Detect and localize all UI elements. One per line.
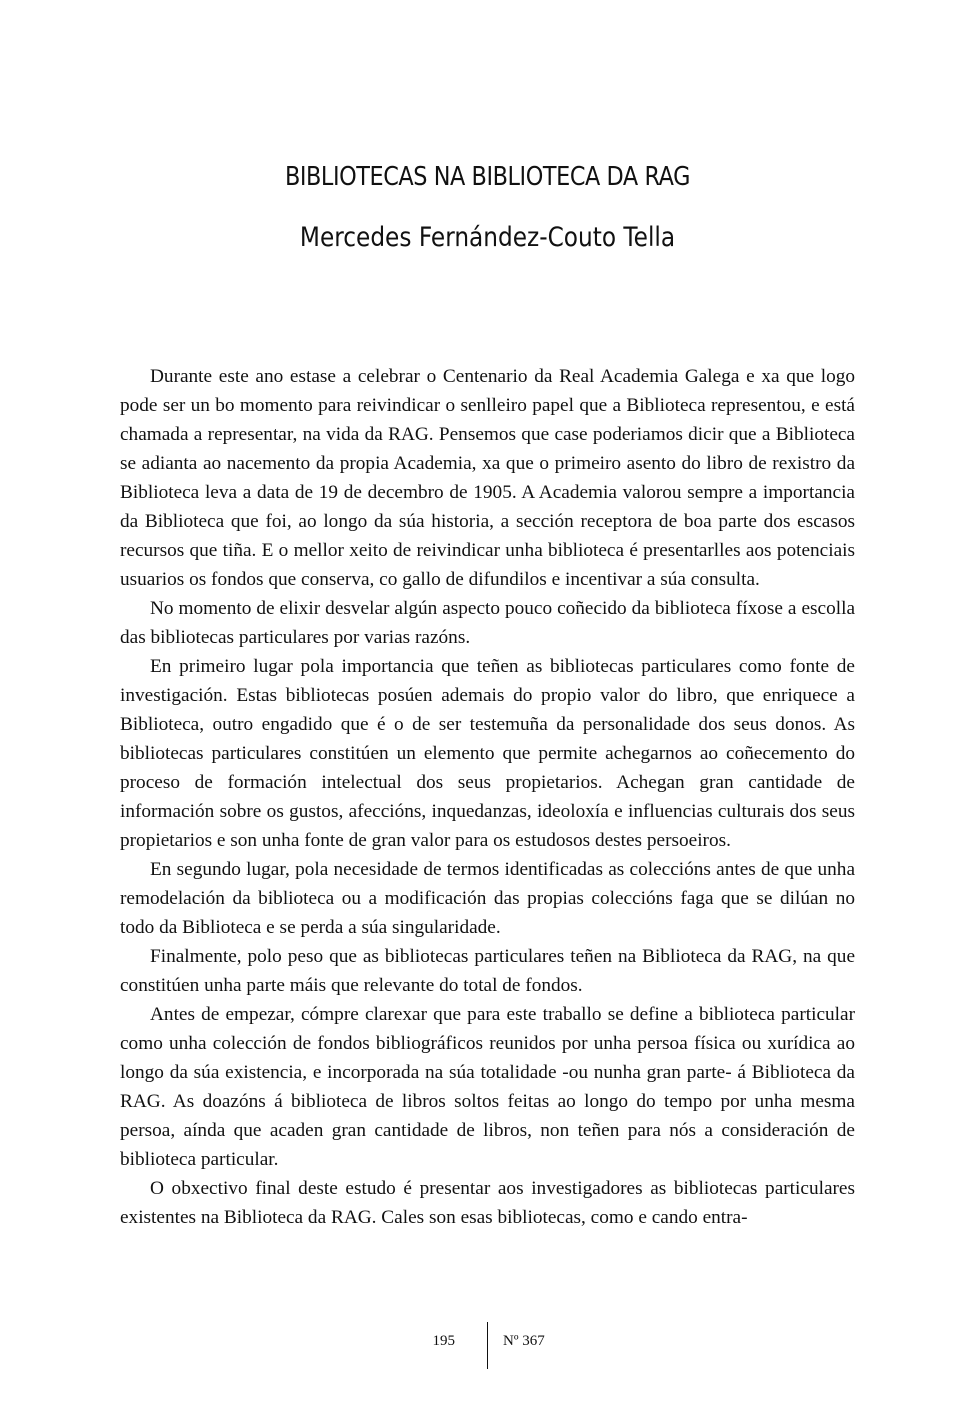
article-body <box>120 362 855 1232</box>
article-author: Mercedes Fernández-Couto Tella <box>299 222 676 253</box>
page-number: 195 <box>432 1333 455 1349</box>
paragraph: En segundo lugar, pola necesidade de termos identificadas as coleccións antes de que unha remodelación da biblioteca ou a modificación das propias coleccións faga que se dilúan no todo da Biblioteca e se perda a súa singularidade. <box>120 859 855 938</box>
paragraph: Antes de empezar, cómpre clarexar que para este traballo se define a biblioteca particular como unha colección de fondos bibliográficos reunidos por unha persoa física ou xurídica ao longo da súa existencia, e incorporada na súa totalidade -ou nunha gran parte- á Biblioteca da RAG. As doazóns á biblioteca de libros soltos feitas ao longo do tempo por unha mesma persoa, aínda que acaden gran cantidade de libros, non teñen para nós a consideración de biblioteca particular. <box>120 1004 855 1170</box>
paragraph: O obxectivo final deste estudo é presentar aos investigadores as bibliotecas particulares existentes na Biblioteca da RAG. Cales son esas bibliotecas, como e cando entra- <box>120 1178 855 1228</box>
article-title: BIBLIOTECAS NA BIBLIOTECA DA RAG <box>284 162 691 193</box>
paragraph: En primeiro lugar pola importancia que teñen as bibliotecas particulares como fonte de investigación. Estas bibliotecas posúen ademais do propio valor do libro, que enriquece a Biblioteca, outro engadido que é o de ser testemuña da personalidade dos seus donos. As bibliotecas particulares constitúen un elemento que permite achegarnos ao coñecemento do proceso de formación intelectual dos seus propietarios. Achegan gran cantidade de información sobre os gustos, afeccións, inquedanzas, ideoloxía e influencias culturais dos seus propietarios e son unha fonte de gran valor para os estudosos destes persoeiros. <box>120 656 855 851</box>
paragraph: Finalmente, polo peso que as bibliotecas particulares teñen na Biblioteca da RAG, na que constitúen unha parte máis que relevante do total de fondos. <box>120 946 855 996</box>
issue-number: Nº 367 <box>503 1333 545 1349</box>
footer-divider <box>487 1322 488 1369</box>
paragraph: No momento de elixir desvelar algún aspecto pouco coñecido da biblioteca fíxose a escolla das bibliotecas particulares por varias razóns. <box>120 598 855 648</box>
paragraph: Durante este ano estase a celebrar o Centenario da Real Academia Galega e xa que logo pode ser un bo momento para reivindicar o senlleiro papel que a Biblioteca representou, e está chamada a representar, na vida da RAG. Pensemos que case poderiamos dicir que a Biblioteca se adianta ao nacemento da propia Academia, xa que o primeiro asento do libro de rexistro da Biblioteca leva a data de 19 de decembro de 1905. A Academia valorou sempre a importancia da Biblioteca que foi, ao longo da súa historia, a sección receptora de boa parte dos escasos recursos que tiña. E o mellor xeito de reivindicar unha biblioteca é presentarlles aos potenciais usuarios os fondos que conserva, co gallo de difundilos e incentivar a súa consulta. <box>120 366 855 590</box>
